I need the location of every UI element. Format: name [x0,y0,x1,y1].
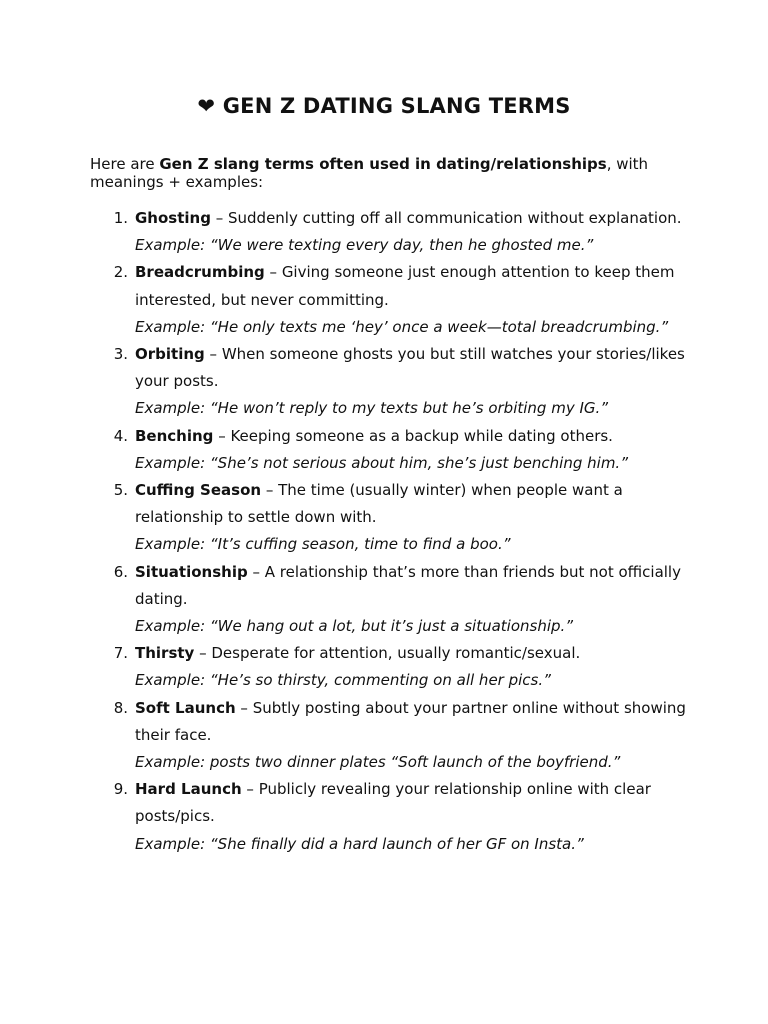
term-dash: – [261,481,279,500]
term-dash: – [213,426,231,445]
term-number: 8. [113,698,128,717]
term-name: Soft Launch [135,698,236,717]
heart-icon: ❤ [197,94,216,118]
term-example: Example: “She’s not serious about him, she’s just benching him.” [135,453,628,472]
term-soft-launch [90,695,690,777]
intro-prefix: Here are [90,155,160,173]
term-example: Example: posts two dinner plates “Soft launch of the boyfriend.” [135,753,621,772]
term-definition: Suddenly cutting off all communication without explanation. [228,209,682,227]
intro-paragraph [90,155,690,191]
term-definition: Publicly revealing your relationship online with clear posts/pics. [135,780,651,826]
intro-suffix: , with meanings + examples: [90,155,649,191]
term-situationship [90,559,690,641]
term-number: 4. [113,426,128,445]
term-number: 3. [113,345,128,364]
term-number: 2. [113,263,128,282]
term-number: 9. [113,780,128,799]
term-name: Benching [135,426,214,445]
term-definition: The time (usually winter) when people want a relationship to settle down with. [135,481,623,527]
term-benching [90,423,690,477]
term-number: 1. [113,209,128,227]
term-thirsty [90,640,690,694]
slang-term-list [90,205,690,858]
term-example: Example: “He’s so thirsty, commenting on all her pics.” [135,671,551,690]
term-name: Orbiting [135,345,205,364]
term-dash: – [235,698,253,717]
page-title-text: GEN Z DATING SLANG TERMS [222,94,571,118]
term-dash: – [241,780,259,799]
term-name: Cuffing Season [135,481,262,500]
term-cuffing-season [90,477,690,559]
term-example: Example: “He won’t reply to my texts but he’s orbiting my IG.” [135,399,609,418]
term-hard-launch [90,776,690,858]
term-definition: Desperate for attention, usually romantic/sexual. [211,644,581,663]
page-title [0,92,768,120]
term-example: Example: “We hang out a lot, but it’s just a situationship.” [135,617,574,636]
term-example: Example: “We were texting every day, then he ghosted me.” [135,236,594,255]
term-definition: Keeping someone as a backup while dating others. [230,426,613,445]
term-definition: Giving someone just enough attention to keep them interested, but never committing. [135,263,675,309]
term-definition: When someone ghosts you but still watches your stories/likes your posts. [135,345,685,391]
term-example: Example: “She finally did a hard launch of her GF on Insta.” [135,834,584,853]
term-dash: – [210,209,228,227]
term-dash: – [264,263,282,282]
term-breadcrumbing [90,259,690,341]
term-number: 5. [113,481,128,500]
term-example: Example: “It’s cuffing season, time to find a boo.” [135,535,511,554]
term-dash: – [194,644,212,663]
term-name: Breadcrumbing [135,263,265,282]
term-name: Thirsty [135,644,195,663]
intro-bold: Gen Z slang terms often used in dating/relationships [159,155,607,173]
term-definition: A relationship that’s more than friends but not officially dating. [135,562,681,608]
term-definition: Subtly posting about your partner online without showing their face. [135,698,686,744]
term-ghosting [90,205,690,259]
term-name: Ghosting [135,209,211,227]
term-orbiting [90,341,690,423]
term-number: 7. [113,644,128,663]
term-number: 6. [113,562,128,581]
term-example: Example: “He only texts me ‘hey’ once a week—total breadcrumbing.” [135,317,669,336]
term-name: Hard Launch [135,780,242,799]
term-dash: – [247,562,265,581]
term-dash: – [204,345,222,364]
term-name: Situationship [135,562,248,581]
